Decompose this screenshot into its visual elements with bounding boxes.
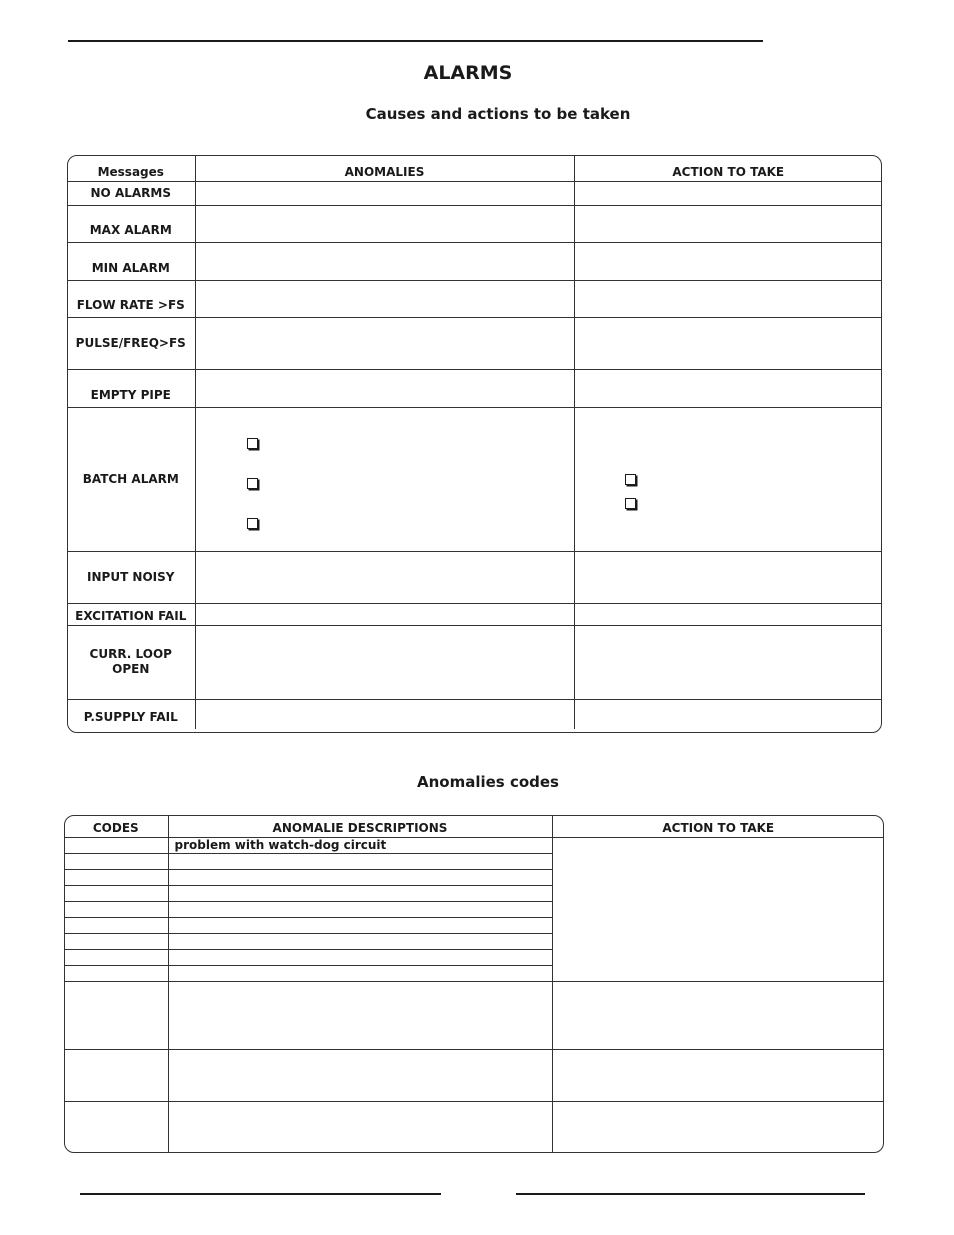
description-cell bbox=[168, 949, 552, 965]
code-cell bbox=[64, 917, 168, 933]
table-row bbox=[64, 1049, 884, 1101]
action-cell bbox=[574, 181, 882, 205]
description-cell bbox=[168, 965, 552, 981]
table-row bbox=[67, 280, 882, 317]
table-row bbox=[64, 981, 884, 1049]
codes-section-title: Anomalies codes bbox=[417, 773, 559, 791]
message-flow-rate: FLOW RATE >FS bbox=[67, 280, 195, 317]
description-cell bbox=[168, 917, 552, 933]
message-excitation-fail: EXCITATION FAIL bbox=[67, 603, 195, 625]
column-header-descriptions: ANOMALIE DESCRIPTIONS bbox=[168, 815, 552, 837]
anomaly-cell bbox=[195, 242, 574, 280]
action-cell bbox=[574, 603, 882, 625]
description-watch-dog: problem with watch-dog circuit bbox=[168, 837, 552, 853]
message-p-supply-fail: P.SUPPLY FAIL bbox=[67, 699, 195, 729]
message-min-alarm: MIN ALARM bbox=[67, 242, 195, 280]
action-cell bbox=[552, 837, 884, 981]
table-row bbox=[67, 205, 882, 242]
column-header-anomalies: ANOMALIES bbox=[195, 155, 574, 181]
description-cell bbox=[168, 933, 552, 949]
message-input-noisy: INPUT NOISY bbox=[67, 551, 195, 603]
column-header-codes: CODES bbox=[64, 815, 168, 837]
footer-rule-right bbox=[516, 1193, 865, 1195]
code-cell bbox=[64, 1101, 168, 1153]
code-cell bbox=[64, 965, 168, 981]
action-cell bbox=[574, 369, 882, 407]
code-cell bbox=[64, 885, 168, 901]
alarms-table bbox=[67, 155, 882, 729]
code-cell bbox=[64, 981, 168, 1049]
table-row bbox=[67, 603, 882, 625]
top-rule bbox=[68, 40, 763, 42]
table-row bbox=[67, 242, 882, 280]
checkbox-icon bbox=[247, 518, 258, 529]
table-row bbox=[67, 369, 882, 407]
message-batch-alarm: BATCH ALARM bbox=[67, 407, 195, 551]
anomaly-cell bbox=[195, 625, 574, 699]
code-cell bbox=[64, 901, 168, 917]
page-title: ALARMS bbox=[423, 62, 513, 84]
action-cell bbox=[574, 317, 882, 369]
anomaly-cell bbox=[195, 205, 574, 242]
codes-header-row bbox=[64, 815, 884, 837]
anomaly-cell bbox=[195, 699, 574, 729]
column-header-action: ACTION TO TAKE bbox=[574, 155, 882, 181]
action-cell bbox=[552, 1101, 884, 1153]
table-row bbox=[67, 551, 882, 603]
code-cell bbox=[64, 1049, 168, 1101]
code-cell bbox=[64, 853, 168, 869]
table-row bbox=[64, 837, 884, 853]
action-cell bbox=[574, 551, 882, 603]
anomaly-cell bbox=[195, 181, 574, 205]
action-cell bbox=[574, 205, 882, 242]
column-header-action: ACTION TO TAKE bbox=[552, 815, 884, 837]
code-cell bbox=[64, 869, 168, 885]
message-no-alarms: NO ALARMS bbox=[67, 181, 195, 205]
column-header-messages: Messages bbox=[67, 155, 195, 181]
anomaly-cell bbox=[195, 369, 574, 407]
message-empty-pipe: EMPTY PIPE bbox=[67, 369, 195, 407]
anomaly-cell bbox=[195, 280, 574, 317]
table-row bbox=[67, 625, 882, 699]
description-cell bbox=[168, 901, 552, 917]
description-cell bbox=[168, 1049, 552, 1101]
checkbox-icon bbox=[247, 438, 258, 449]
action-cell bbox=[552, 1049, 884, 1101]
action-cell bbox=[574, 280, 882, 317]
message-curr-loop-open: CURR. LOOP OPEN bbox=[67, 625, 195, 699]
anomaly-cell bbox=[195, 603, 574, 625]
checkbox-icon bbox=[625, 474, 636, 485]
table-row bbox=[64, 1101, 884, 1153]
table-row bbox=[67, 181, 882, 205]
code-cell bbox=[64, 949, 168, 965]
description-cell bbox=[168, 869, 552, 885]
table-row bbox=[67, 317, 882, 369]
action-cell bbox=[574, 242, 882, 280]
description-cell bbox=[168, 1101, 552, 1153]
description-cell bbox=[168, 885, 552, 901]
description-cell bbox=[168, 981, 552, 1049]
page-subtitle: Causes and actions to be taken bbox=[365, 105, 631, 123]
anomaly-cell bbox=[195, 317, 574, 369]
message-max-alarm: MAX ALARM bbox=[67, 205, 195, 242]
action-cell bbox=[552, 981, 884, 1049]
codes-table bbox=[64, 815, 884, 1153]
code-cell bbox=[64, 933, 168, 949]
footer-rule-left bbox=[80, 1193, 441, 1195]
table-row bbox=[67, 699, 882, 729]
action-cell bbox=[574, 625, 882, 699]
code-cell bbox=[64, 837, 168, 853]
anomaly-cell bbox=[195, 551, 574, 603]
table-row bbox=[67, 407, 882, 551]
action-cell bbox=[574, 407, 882, 551]
description-cell bbox=[168, 853, 552, 869]
checkbox-icon bbox=[625, 498, 636, 509]
alarms-header-row bbox=[67, 155, 882, 181]
message-pulse-freq: PULSE/FREQ>FS bbox=[67, 317, 195, 369]
action-cell bbox=[574, 699, 882, 729]
checkbox-icon bbox=[247, 478, 258, 489]
